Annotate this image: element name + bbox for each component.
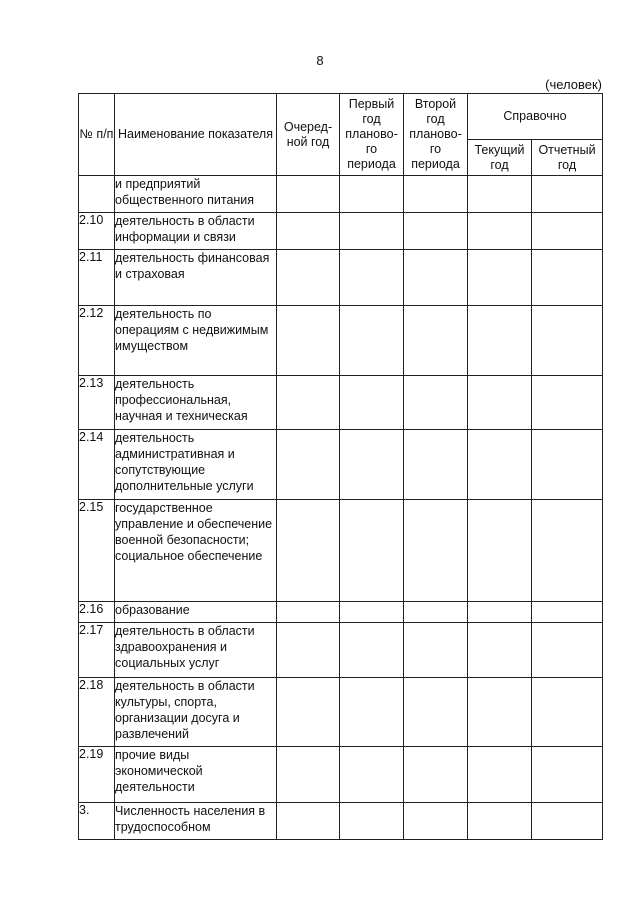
row-indicator-name: образование: [115, 602, 277, 623]
table-row: [79, 306, 603, 376]
cell-second-plan-year: [404, 213, 468, 250]
cell-first-plan-year: [340, 803, 404, 840]
cell-current-year: [468, 176, 532, 213]
table-row: [79, 747, 603, 803]
cell-current-year: [468, 306, 532, 376]
cell-current-year: [468, 678, 532, 747]
cell-report-year: [532, 747, 603, 803]
table-row: [79, 430, 603, 500]
cell-report-year: [532, 500, 603, 602]
cell-current-year: [468, 376, 532, 430]
table-row: [79, 250, 603, 306]
cell-next-year: [277, 213, 340, 250]
table-row: [79, 678, 603, 747]
table-row: [79, 500, 603, 602]
row-number: [79, 176, 115, 213]
row-number: 2.11: [79, 250, 115, 306]
cell-next-year: [277, 306, 340, 376]
cell-first-plan-year: [340, 376, 404, 430]
cell-first-plan-year: [340, 500, 404, 602]
cell-report-year: [532, 678, 603, 747]
table-row: [79, 803, 603, 840]
cell-next-year: [277, 678, 340, 747]
cell-next-year: [277, 250, 340, 306]
cell-next-year: [277, 176, 340, 213]
cell-first-plan-year: [340, 306, 404, 376]
cell-current-year: [468, 500, 532, 602]
cell-next-year: [277, 430, 340, 500]
cell-first-plan-year: [340, 602, 404, 623]
row-number: 2.14: [79, 430, 115, 500]
header-current-year: Текущий год: [468, 140, 532, 176]
cell-first-plan-year: [340, 623, 404, 678]
row-indicator-name: деятельность административная и сопутствующие дополнительные услуги: [115, 430, 277, 500]
cell-current-year: [468, 623, 532, 678]
indicators-table: [78, 93, 603, 840]
row-indicator-name: деятельность в области культуры, спорта, организации досуга и развлечений: [115, 678, 277, 747]
units-label: (человек): [545, 77, 602, 92]
cell-current-year: [468, 213, 532, 250]
row-number: 2.13: [79, 376, 115, 430]
cell-report-year: [532, 213, 603, 250]
cell-second-plan-year: [404, 803, 468, 840]
cell-first-plan-year: [340, 430, 404, 500]
row-number: 2.17: [79, 623, 115, 678]
cell-current-year: [468, 803, 532, 840]
row-indicator-name: и предприятий общественного питания: [115, 176, 277, 213]
row-indicator-name: деятельность финансовая и страховая: [115, 250, 277, 306]
row-number: 3.: [79, 803, 115, 840]
header-reference: Справочно: [468, 94, 603, 140]
row-indicator-name: деятельность по операциям с недвижимым имуществом: [115, 306, 277, 376]
row-number: 2.10: [79, 213, 115, 250]
table-row: [79, 376, 603, 430]
cell-next-year: [277, 376, 340, 430]
row-number: 2.16: [79, 602, 115, 623]
row-indicator-name: деятельность в области здравоохранения и социальных услуг: [115, 623, 277, 678]
cell-second-plan-year: [404, 176, 468, 213]
row-indicator-name: государственное управление и обеспечение военной безопасности; социальное обеспечение: [115, 500, 277, 602]
cell-report-year: [532, 803, 603, 840]
cell-next-year: [277, 803, 340, 840]
header-second-plan-year: Второй год планово-го периода: [404, 94, 468, 176]
cell-second-plan-year: [404, 602, 468, 623]
header-report-year: Отчетный год: [532, 140, 603, 176]
cell-next-year: [277, 602, 340, 623]
header-first-plan-year: Первый год планово-го периода: [340, 94, 404, 176]
cell-second-plan-year: [404, 747, 468, 803]
cell-report-year: [532, 376, 603, 430]
row-indicator-name: деятельность профессиональная, научная и техническая: [115, 376, 277, 430]
row-indicator-name: Численность населения в трудоспособном: [115, 803, 277, 840]
cell-second-plan-year: [404, 500, 468, 602]
cell-current-year: [468, 430, 532, 500]
row-number: 2.18: [79, 678, 115, 747]
cell-second-plan-year: [404, 306, 468, 376]
cell-next-year: [277, 500, 340, 602]
row-number: 2.19: [79, 747, 115, 803]
table-row: [79, 602, 603, 623]
cell-first-plan-year: [340, 250, 404, 306]
cell-report-year: [532, 250, 603, 306]
cell-first-plan-year: [340, 747, 404, 803]
cell-report-year: [532, 306, 603, 376]
cell-second-plan-year: [404, 678, 468, 747]
cell-first-plan-year: [340, 678, 404, 747]
page-number: 8: [316, 53, 324, 68]
header-next-year: Очеред-ной год: [277, 94, 340, 176]
cell-second-plan-year: [404, 376, 468, 430]
cell-second-plan-year: [404, 250, 468, 306]
cell-report-year: [532, 176, 603, 213]
cell-next-year: [277, 747, 340, 803]
cell-current-year: [468, 250, 532, 306]
row-indicator-name: деятельность в области информации и связи: [115, 213, 277, 250]
cell-report-year: [532, 430, 603, 500]
cell-next-year: [277, 623, 340, 678]
cell-second-plan-year: [404, 623, 468, 678]
cell-first-plan-year: [340, 213, 404, 250]
cell-report-year: [532, 602, 603, 623]
header-name: Наименование показателя: [115, 94, 277, 176]
table-row: [79, 176, 603, 213]
cell-report-year: [532, 623, 603, 678]
table-row: [79, 213, 603, 250]
header-num: № п/п: [79, 94, 115, 176]
row-indicator-name: прочие виды экономической деятельности: [115, 747, 277, 803]
cell-first-plan-year: [340, 176, 404, 213]
row-number: 2.12: [79, 306, 115, 376]
cell-current-year: [468, 747, 532, 803]
cell-current-year: [468, 602, 532, 623]
table-row: [79, 623, 603, 678]
cell-second-plan-year: [404, 430, 468, 500]
row-number: 2.15: [79, 500, 115, 602]
